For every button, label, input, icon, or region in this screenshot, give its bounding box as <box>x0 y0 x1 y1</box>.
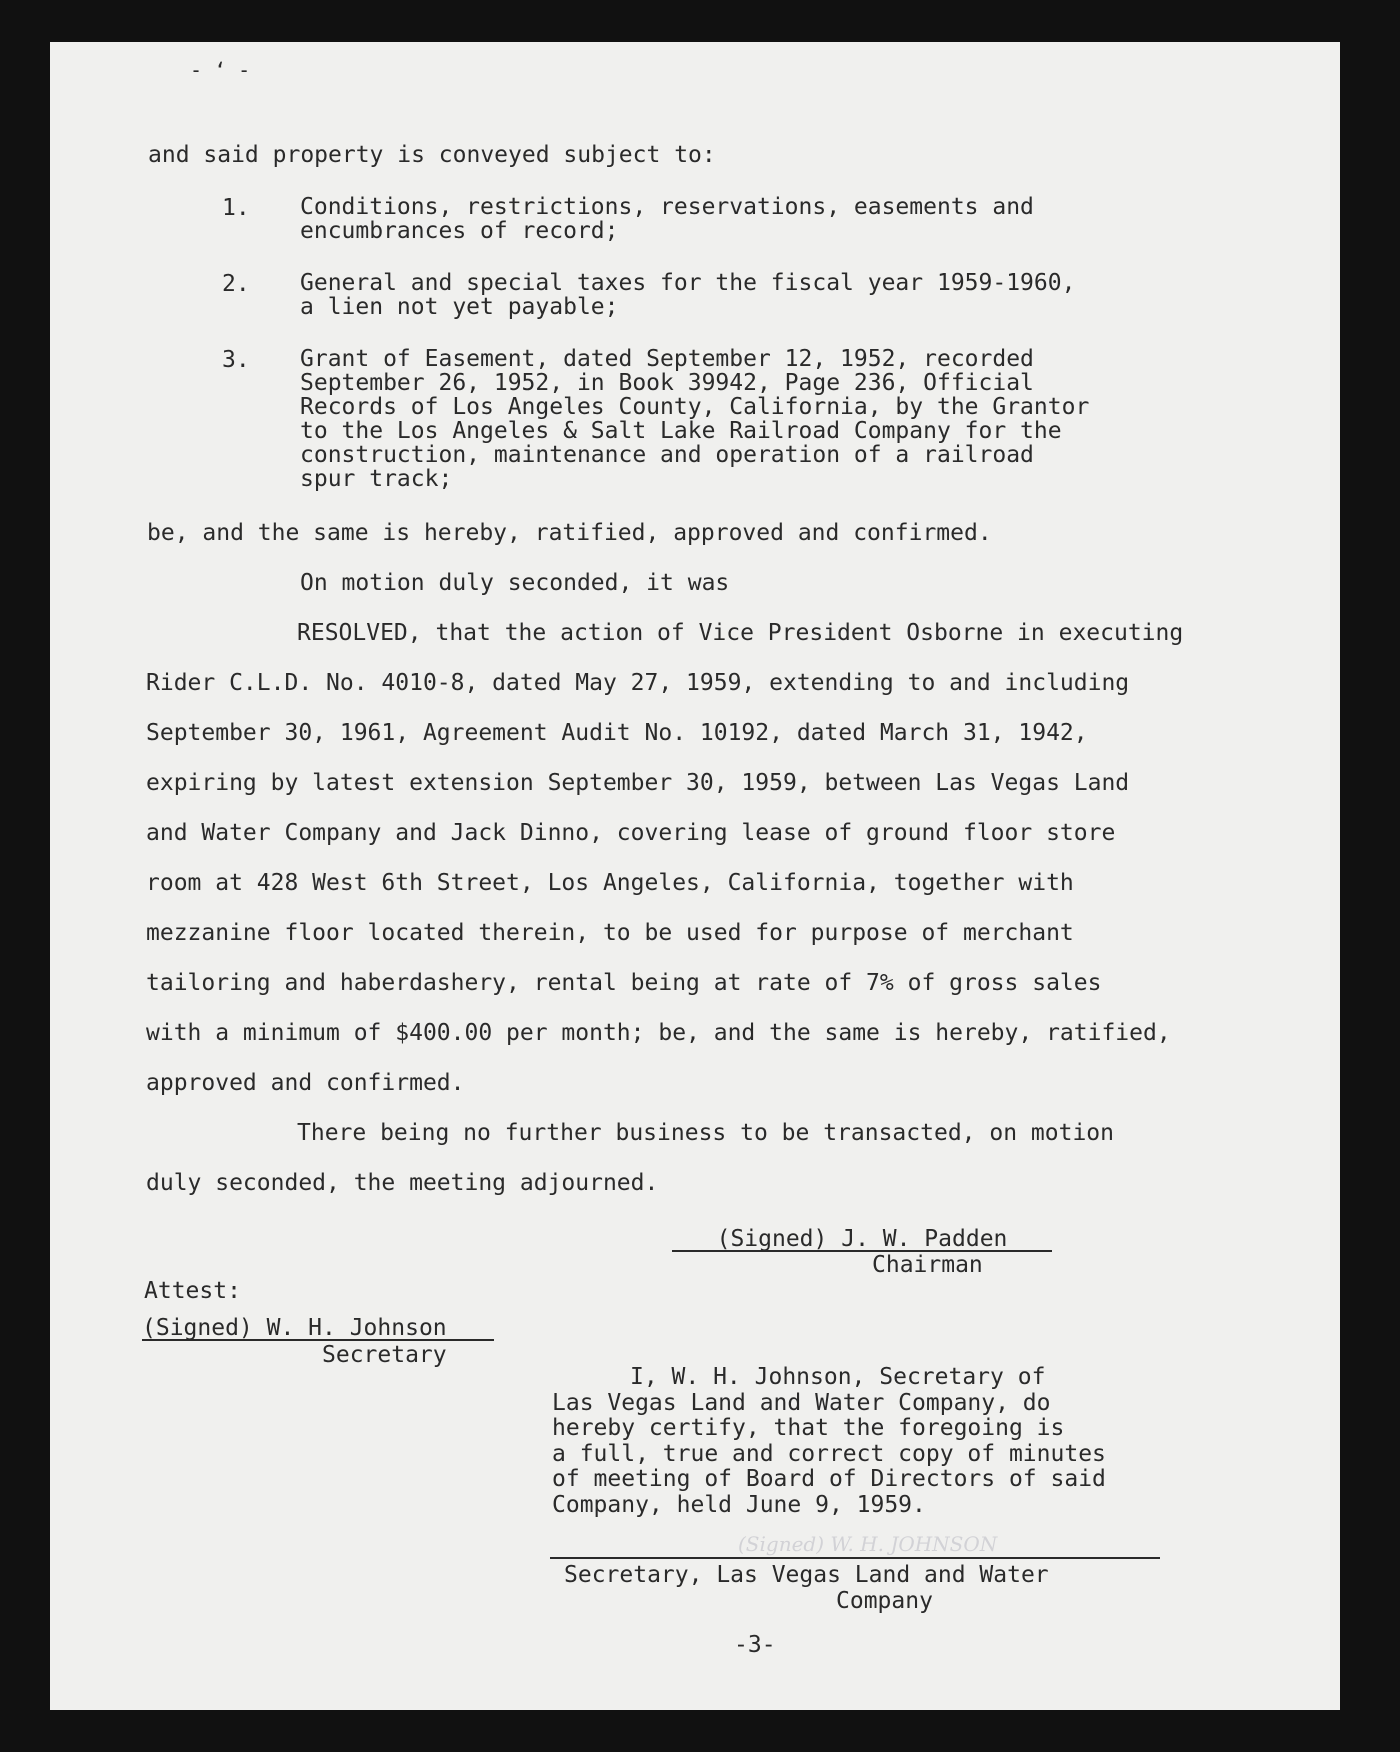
ratified-line: be, and the same is hereby, ratified, approved and confirmed. <box>147 520 992 546</box>
secretary-signature: (Signed) W. H. Johnson <box>142 1317 494 1341</box>
resolved-line-3: September 30, 1961, Agreement Audit No. 10192, dated March 31, 1942, <box>146 720 1088 746</box>
certification-text: Las Vegas Land and Water Company, do hereby certify, that the foregoing is a full, true and correct copy of minutes of meeting of Board of Directors of said Company, held June 9, 1959. <box>552 1389 1106 1518</box>
resolved-line-2: Rider C.L.D. No. 4010-8, dated May 27, 1959, extending to and including <box>146 670 1130 696</box>
secretary-title: Secretary <box>322 1342 447 1368</box>
item-2-text: General and special taxes for the fiscal year 1959-1960, a lien not yet payable; <box>300 270 1076 320</box>
resolved-line-5: and Water Company and Jack Dinno, covering lease of ground floor store <box>146 820 1116 846</box>
item-1-text: Conditions, restrictions, reservations, easements and encumbrances of record; <box>300 194 1034 244</box>
closing-line-1: There being no further business to be transacted, on motion <box>297 1120 1114 1146</box>
resolved-line-1: RESOLVED, that the action of Vice President Osborne in executing <box>297 620 1184 646</box>
closing-line-2: duly seconded, the meeting adjourned. <box>146 1170 659 1196</box>
cert-title-line-1: Secretary, Las Vegas Land and Water <box>564 1562 1049 1588</box>
cert-signature-line <box>550 1557 1160 1559</box>
resolved-line-4: expiring by latest extension September 30, 1959, between Las Vegas Land <box>146 770 1130 796</box>
motion-line: On motion duly seconded, it was <box>300 570 730 596</box>
resolved-line-6: room at 428 West 6th Street, Los Angeles, California, together with <box>146 870 1074 896</box>
cert-title-line-2: Company <box>836 1588 933 1614</box>
certification-line-1: I, W. H. Johnson, Secretary of <box>630 1364 1046 1390</box>
chairman-signature: (Signed) J. W. Padden <box>672 1228 1052 1252</box>
item-3-text: Grant of Easement, dated September 12, 1952, recorded September 26, 1952, in Book 39942, Page 236, Official Records of Los Angeles County, California, by the Grantor to the Los Angeles & Salt Lake Railroad Company for the construction, maintenance and operation of a railroad spur track; <box>300 346 1090 492</box>
chairman-title: Chairman <box>872 1252 983 1278</box>
stamp-signature: (Signed) W. H. JOHNSON <box>738 1532 998 1556</box>
resolved-line-9: with a minimum of $400.00 per month; be, and the same is hereby, ratified, <box>146 1020 1171 1046</box>
header-marks: - ʻ - <box>190 58 251 82</box>
attest-label: Attest: <box>144 1278 241 1304</box>
resolved-line-7: mezzanine floor located therein, to be used for purpose of merchant <box>146 920 1074 946</box>
item-2-number: 2. <box>222 271 250 297</box>
resolved-line-10: approved and confirmed. <box>146 1070 465 1096</box>
intro-line: and said property is conveyed subject to: <box>148 142 716 168</box>
page-number: -3- <box>734 1632 776 1658</box>
document-page <box>50 42 1340 1710</box>
item-3-number: 3. <box>222 347 250 373</box>
resolved-line-8: tailoring and haberdashery, rental being at rate of 7% of gross sales <box>146 970 1102 996</box>
item-1-number: 1. <box>222 195 250 221</box>
